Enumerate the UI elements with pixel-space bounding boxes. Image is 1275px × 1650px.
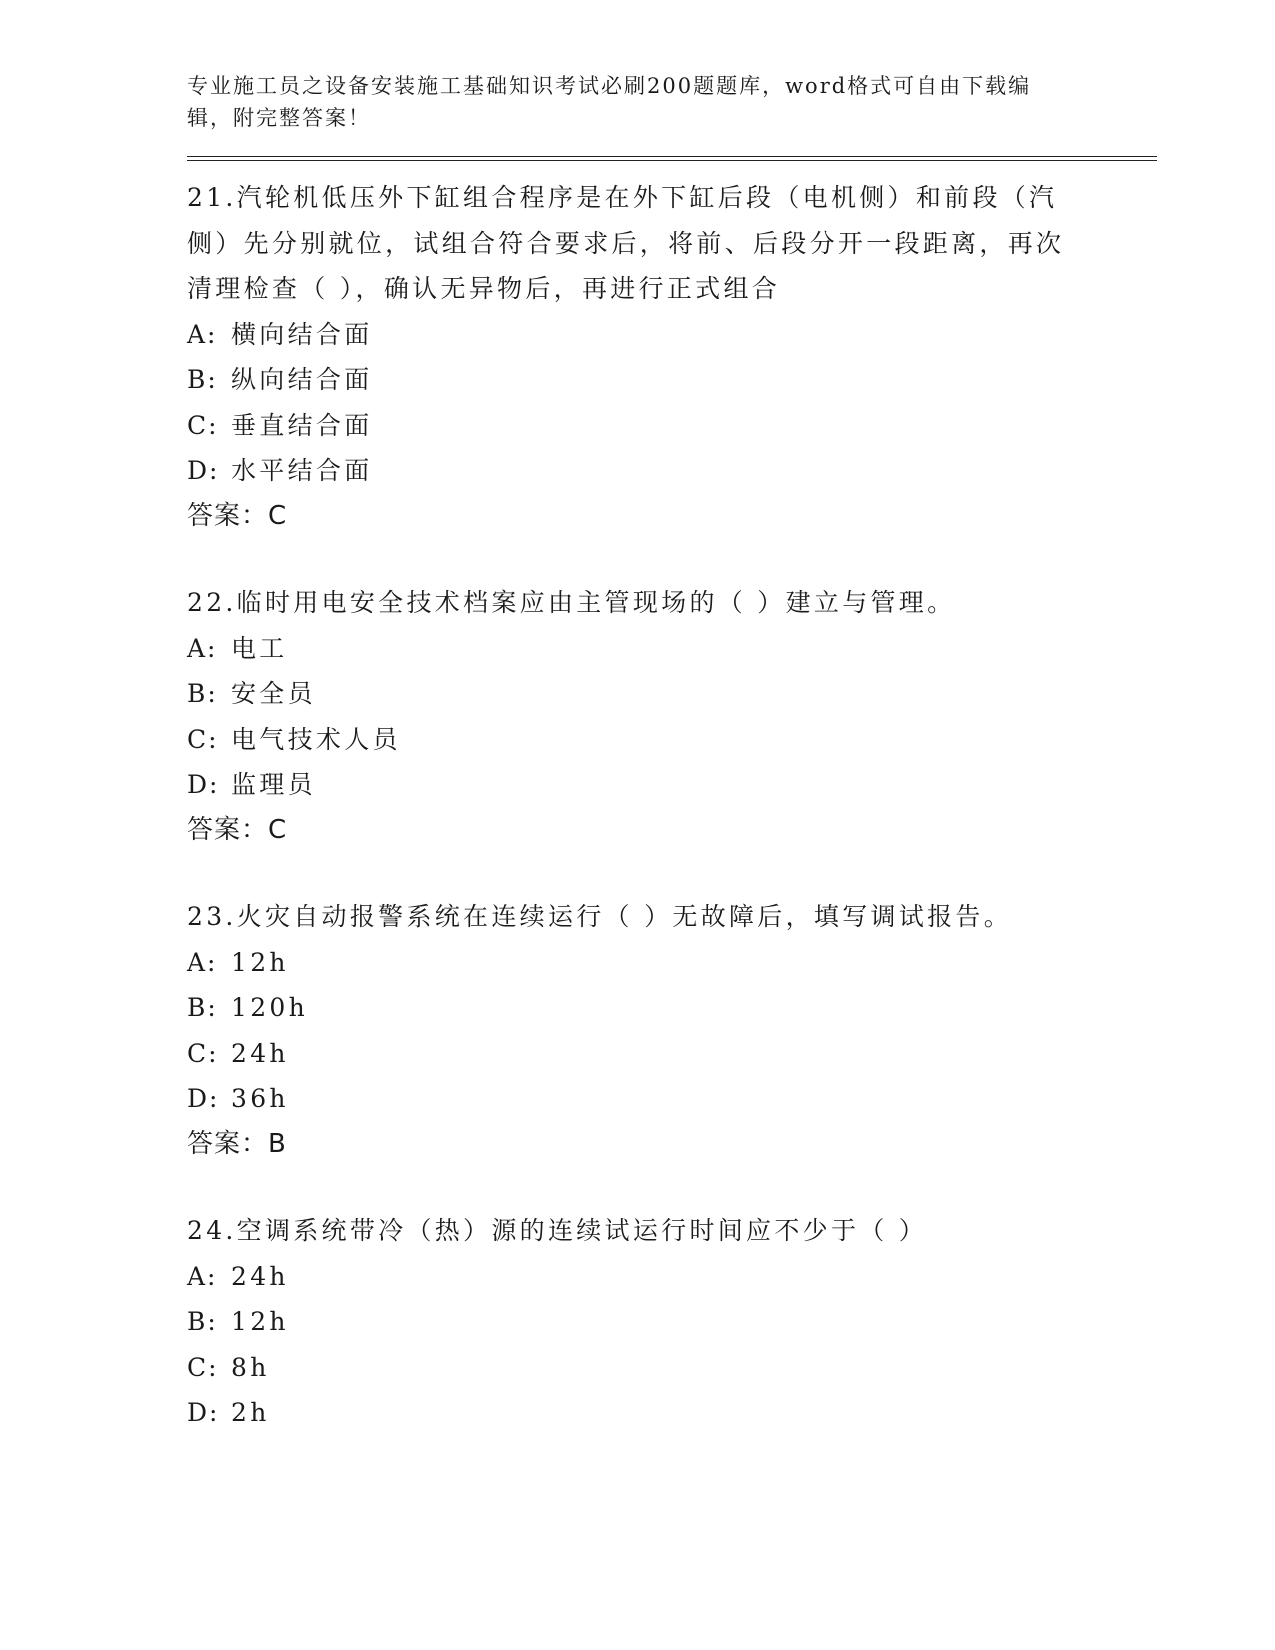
question-list — [187, 175, 1157, 1436]
option-text: 安全员 — [231, 679, 316, 708]
option-letter: C: — [187, 410, 219, 440]
question-22 — [187, 580, 1157, 853]
option-d — [187, 762, 1157, 808]
option-letter: A: — [187, 947, 218, 977]
option-d — [187, 1076, 1157, 1122]
question-stem: 23.火灾自动报警系统在连续运行（ ）无故障后，填写调试报告。 — [187, 902, 1013, 931]
option-letter: C: — [187, 1352, 219, 1382]
option-b — [187, 671, 1157, 717]
option-letter: A: — [187, 319, 218, 349]
option-a — [187, 626, 1157, 672]
option-text: 24h — [231, 1038, 289, 1068]
option-letter: A: — [187, 633, 218, 663]
option-letter: B: — [187, 365, 218, 394]
answer-line: 答案：C — [187, 500, 288, 531]
question-stem: 24.空调系统带冷（热）源的连续试运行时间应不少于（ ） — [187, 1216, 928, 1245]
answer-line: 答案：C — [187, 814, 288, 845]
option-text: 36h — [231, 1084, 289, 1113]
option-letter: B: — [187, 993, 218, 1022]
option-text: 横向结合面 — [231, 319, 373, 349]
option-b — [187, 357, 1157, 403]
option-text: 电工 — [231, 633, 288, 663]
answer-line: 答案：B — [187, 1128, 287, 1159]
option-letter: B: — [187, 1307, 218, 1336]
option-letter: D: — [187, 770, 220, 799]
option-text: 监理员 — [231, 770, 316, 799]
option-text: 纵向结合面 — [231, 365, 373, 394]
option-d — [187, 1390, 1157, 1436]
header-divider — [187, 156, 1157, 161]
option-b — [187, 985, 1157, 1031]
option-d — [187, 448, 1157, 494]
option-text: 垂直结合面 — [231, 410, 373, 440]
option-text: 24h — [231, 1261, 289, 1291]
option-text: 电气技术人员 — [231, 724, 401, 754]
option-text: 8h — [231, 1352, 270, 1382]
option-letter: D: — [187, 1398, 220, 1427]
question-21 — [187, 175, 1157, 539]
option-letter: C: — [187, 724, 219, 754]
option-c — [187, 1345, 1157, 1391]
option-letter: A: — [187, 1261, 218, 1291]
option-c — [187, 403, 1157, 449]
option-letter: C: — [187, 1038, 219, 1068]
question-23 — [187, 894, 1157, 1167]
question-stem: 22.临时用电安全技术档案应由主管现场的（ ）建立与管理。 — [187, 588, 956, 617]
option-letter: D: — [187, 1084, 220, 1113]
option-c — [187, 717, 1157, 763]
option-text: 12h — [231, 1307, 289, 1336]
option-c — [187, 1031, 1157, 1077]
option-b — [187, 1299, 1157, 1345]
option-a — [187, 312, 1157, 358]
option-text: 120h — [231, 993, 309, 1022]
document-page — [187, 70, 1157, 1436]
question-stem: 21.汽轮机低压外下缸组合程序是在外下缸后段（电机侧）和前段（汽侧）先分别就位，试组合符合要求后，将前、后段分开一段距离，再次清理检查（ ），确认无异物后，再进行正式组合 — [187, 183, 1065, 303]
option-letter: D: — [187, 456, 220, 485]
option-a — [187, 1254, 1157, 1300]
document-header: 专业施工员之设备安装施工基础知识考试必刷200题题库，word格式可自由下载编辑，附完整答案！ — [187, 74, 1032, 130]
option-text: 水平结合面 — [231, 456, 373, 485]
question-24 — [187, 1208, 1157, 1436]
option-text: 2h — [231, 1398, 270, 1427]
option-text: 12h — [231, 947, 289, 977]
option-letter: B: — [187, 679, 218, 708]
option-a — [187, 940, 1157, 986]
